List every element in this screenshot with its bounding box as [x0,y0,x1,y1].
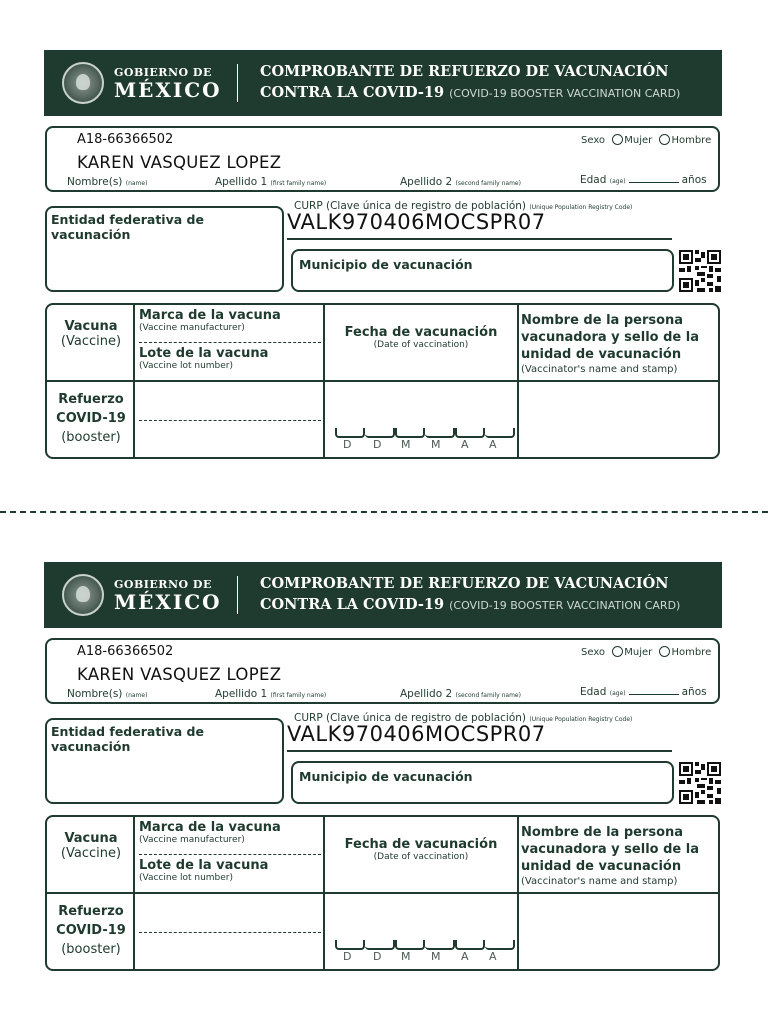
fecha-en: (Date of vaccination) [373,340,469,350]
card-header [44,562,722,628]
full-name: KAREN VASQUEZ LOPEZ [77,153,282,172]
persona-line1: Nombre de la persona [521,313,684,328]
date-letter: A [461,950,469,963]
edad-input-line[interactable] [629,694,679,695]
card-title-line2 [260,596,680,613]
curp-hint: (Unique Population Registry Code) [529,204,633,211]
mujer-label: Mujer [624,135,653,146]
date-letter: M [431,950,441,963]
mujer-radio[interactable] [612,134,623,145]
marca-en: (Vaccine manufacturer) [139,835,245,845]
fecha-header [325,837,517,862]
lote-en: (Vaccine lot number) [139,873,234,883]
vacuna-en: (Vaccine) [60,846,122,861]
marca-header [139,820,281,845]
nombre-label [67,688,147,700]
vaccination-card [0,0,768,451]
refuerzo-line1: Refuerzo [58,904,124,919]
apellido1-label [215,176,326,188]
date-box-year[interactable] [455,940,485,950]
municipio-box[interactable] [291,249,674,292]
marca-label: Marca de la vacuna [139,820,281,835]
date-box-year2[interactable] [485,428,515,438]
apellido1-hint: (first family name) [270,692,327,699]
date-box-year2[interactable] [485,940,515,950]
marca-lote-input-line[interactable] [139,420,321,421]
date-box-day2[interactable] [365,428,395,438]
edad-hint: (age) [609,690,626,697]
hombre-radio[interactable] [659,134,670,145]
refuerzo-en: (booster) [61,942,121,957]
gov-small-label: GOBIERNO DE [114,66,212,79]
persona-line1: Nombre de la persona [521,825,684,840]
date-letter: M [431,438,441,451]
persona-header [521,312,699,376]
apellido2-label-text: Apellido 2 [400,176,453,188]
vacuna-label: Vacuna [64,319,118,334]
date-letter: D [343,950,352,963]
mexico-coat-of-arms-icon [62,62,104,104]
lote-label: Lote de la vacuna [139,346,269,361]
mexico-coat-of-arms-icon [62,574,104,616]
apellido1-label-text: Apellido 1 [215,688,268,700]
date-box-day2[interactable] [365,940,395,950]
card-header [44,50,722,116]
fecha-en: (Date of vaccination) [373,852,469,862]
entidad-label: Entidad federativa de vacunación [51,212,204,242]
card-title-line2-es: CONTRA LA COVID-19 [260,84,445,101]
qr-code-icon [679,250,721,292]
date-letter: D [373,438,382,451]
apellido1-label-text: Apellido 1 [215,176,268,188]
edad-hint: (age) [609,178,626,185]
card-title-line2-en: (COVID-19 BOOSTER VACCINATION CARD) [449,599,681,612]
table-divider [47,380,718,382]
fecha-header [325,325,517,350]
refuerzo-label [47,902,135,959]
gov-big-label: MÉXICO [114,78,222,102]
apellido2-label-text: Apellido 2 [400,688,453,700]
date-letter: A [461,438,469,451]
vacuna-header [47,319,135,349]
hombre-label: Hombre [671,135,712,146]
header-divider [237,576,238,614]
vacuna-en: (Vaccine) [60,334,122,349]
persona-line3: unidad de vacunación [521,347,682,362]
nombre-label [67,176,147,188]
municipio-label: Municipio de vacunación [299,769,473,784]
edad-label: Edad [580,174,607,186]
curp-value: VALK970406MOCSPR07 [287,722,546,746]
edad-field [580,174,707,186]
card-title-line2-es: CONTRA LA COVID-19 [260,596,445,613]
persona-line3: unidad de vacunación [521,859,682,874]
full-name: KAREN VASQUEZ LOPEZ [77,665,282,684]
sexo-label: Sexo [581,135,606,146]
date-box-month2[interactable] [425,428,455,438]
persona-en: (Vaccinator's name and stamp) [521,364,678,375]
edad-field [580,686,707,698]
date-box-year[interactable] [455,428,485,438]
refuerzo-line1: Refuerzo [58,392,124,407]
sex-selector [581,646,711,658]
curp-value: VALK970406MOCSPR07 [287,210,546,234]
date-letter: M [401,438,411,451]
anos-label: años [681,686,707,698]
date-letter: D [373,950,382,963]
date-box-month2[interactable] [425,940,455,950]
sex-selector [581,134,711,146]
municipio-box[interactable] [291,761,674,804]
refuerzo-line2: COVID-19 [56,923,126,938]
dashed-divider [139,342,321,343]
refuerzo-en: (booster) [61,430,121,445]
date-input[interactable] [335,428,515,440]
nombre-label-text: Nombre(s) [67,176,123,188]
folio-number: A18-66366502 [77,132,174,147]
municipio-label: Municipio de vacunación [299,257,473,272]
apellido1-label [215,688,326,700]
cut-line [0,511,768,513]
fecha-label: Fecha de vacunación [344,837,498,852]
gov-big-label: MÉXICO [114,590,222,614]
apellido1-hint: (first family name) [270,180,327,187]
entidad-label: Entidad federativa de vacunación [51,724,204,754]
date-letter: A [489,438,497,451]
date-box-day[interactable] [335,940,365,950]
date-letter: D [343,438,352,451]
entidad-box[interactable] [45,206,284,292]
edad-input-line[interactable] [629,182,679,183]
persona-en: (Vaccinator's name and stamp) [521,876,678,887]
date-input[interactable] [335,940,515,952]
date-box-month[interactable] [395,428,425,438]
apellido2-label [400,176,521,188]
lote-header [139,346,268,371]
apellido2-hint: (second family name) [455,180,521,187]
curp-underline [287,750,672,752]
date-box-day[interactable] [335,428,365,438]
name-box [45,126,720,192]
marca-label: Marca de la vacuna [139,308,281,323]
marca-lote-input-line[interactable] [139,932,321,933]
vacuna-header [47,831,135,861]
folio-number: A18-66366502 [77,644,174,659]
curp-label-text: CURP (Clave única de registro de población) [294,712,527,724]
nombre-hint: (name) [125,692,148,699]
date-letter: M [401,950,411,963]
hombre-label: Hombre [671,647,712,658]
anos-label: años [681,174,707,186]
date-box-month[interactable] [395,940,425,950]
marca-header [139,308,281,333]
dashed-divider [139,854,321,855]
mujer-radio[interactable] [612,646,623,657]
persona-header [521,824,699,888]
edad-label: Edad [580,686,607,698]
mujer-label: Mujer [624,647,653,658]
curp-label-text: CURP (Clave única de registro de población) [294,200,527,212]
gov-small-label: GOBIERNO DE [114,578,212,591]
curp-underline [287,238,672,240]
nombre-hint: (name) [125,180,148,187]
marca-en: (Vaccine manufacturer) [139,323,245,333]
persona-line2: vacunadora y sello de la [521,330,699,345]
lote-header [139,858,268,883]
lote-en: (Vaccine lot number) [139,361,234,371]
card-title-line2-en: (COVID-19 BOOSTER VACCINATION CARD) [449,87,681,100]
name-box [45,638,720,704]
persona-line2: vacunadora y sello de la [521,842,699,857]
header-divider [237,64,238,102]
vaccination-table [45,303,720,459]
apellido2-hint: (second family name) [455,692,521,699]
vaccination-table [45,815,720,971]
table-divider [47,892,718,894]
vaccination-card-copy [0,512,768,963]
qr-code-icon [679,762,721,804]
entidad-box[interactable] [45,718,284,804]
lote-label: Lote de la vacuna [139,858,269,873]
sexo-label: Sexo [581,647,606,658]
card-title-line1: COMPROBANTE DE REFUERZO DE VACUNACIÓN [260,63,669,80]
vacuna-label: Vacuna [64,831,118,846]
apellido2-label [400,688,521,700]
curp-hint: (Unique Population Registry Code) [529,716,633,723]
date-letter: A [489,950,497,963]
nombre-label-text: Nombre(s) [67,688,123,700]
fecha-label: Fecha de vacunación [344,325,498,340]
card-title-line2 [260,84,680,101]
hombre-radio[interactable] [659,646,670,657]
card-title-line1: COMPROBANTE DE REFUERZO DE VACUNACIÓN [260,575,669,592]
refuerzo-line2: COVID-19 [56,411,126,426]
refuerzo-label [47,390,135,447]
